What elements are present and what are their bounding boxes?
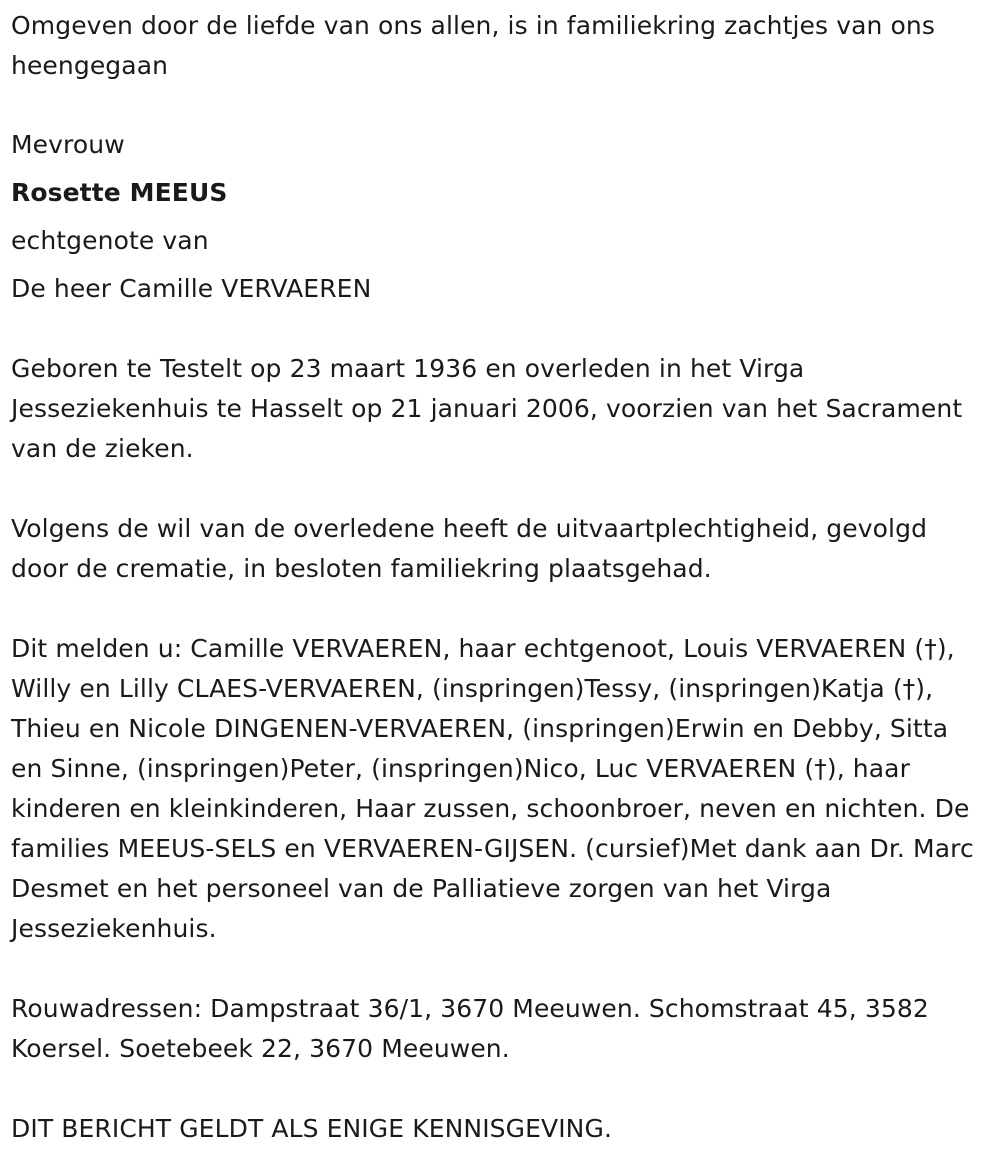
ceremony-paragraph: Volgens de wil van de overledene heeft de uitvaartplechtigheid, gevolgd door de crematie, in besloten familiekring plaatsgehad. [11, 514, 928, 583]
birth-death-paragraph: Geboren te Testelt op 23 maart 1936 en overleden in het Virga Jesseziekenhuis te Hasselt op 21 januari 2006, voorzien van het Sacrament van de zieken. [11, 354, 963, 463]
announcers-paragraph: Dit melden u: Camille VERVAEREN, haar echtgenoot, Louis VERVAEREN (†), Willy en Lilly CLAES-VERVAEREN, (inspringen)Tessy, (inspringen)Katja (†), Thieu en Nicole DINGENEN-VERVAEREN, (inspringen)Erwin en Debby, Sitta en Sinne, (inspringen)Peter, (inspringen)Nico, Luc VERVAEREN (†), haar kinderen en kleinkinderen, Haar zussen, schoonbroer, neven en nichten. De families MEEUS-SELS en VERVAEREN-GIJSEN. (cursief)Met dank aan Dr. Marc Desmet en het personeel van de Palliatieve zorgen van het Virga Jesseziekenhuis. [11, 634, 974, 943]
intro-text: Omgeven door de liefde van ons allen, is in familiekring zachtjes van ons heengegaan [11, 11, 935, 80]
spouse-name: De heer Camille VERVAEREN [11, 274, 372, 303]
relation-text: echtgenote van [11, 226, 209, 255]
deceased-name: Rosette MEEUS [11, 178, 228, 207]
obituary-notice [11, 6, 986, 1149]
addresses-paragraph: Rouwadressen: Dampstraat 36/1, 3670 Meeuwen. Schomstraat 45, 3582 Koersel. Soetebeek 22, 3670 Meeuwen. [11, 994, 929, 1063]
honorific: Mevrouw [11, 130, 125, 159]
closing-notice: DIT BERICHT GELDT ALS ENIGE KENNISGEVING. [11, 1114, 612, 1143]
